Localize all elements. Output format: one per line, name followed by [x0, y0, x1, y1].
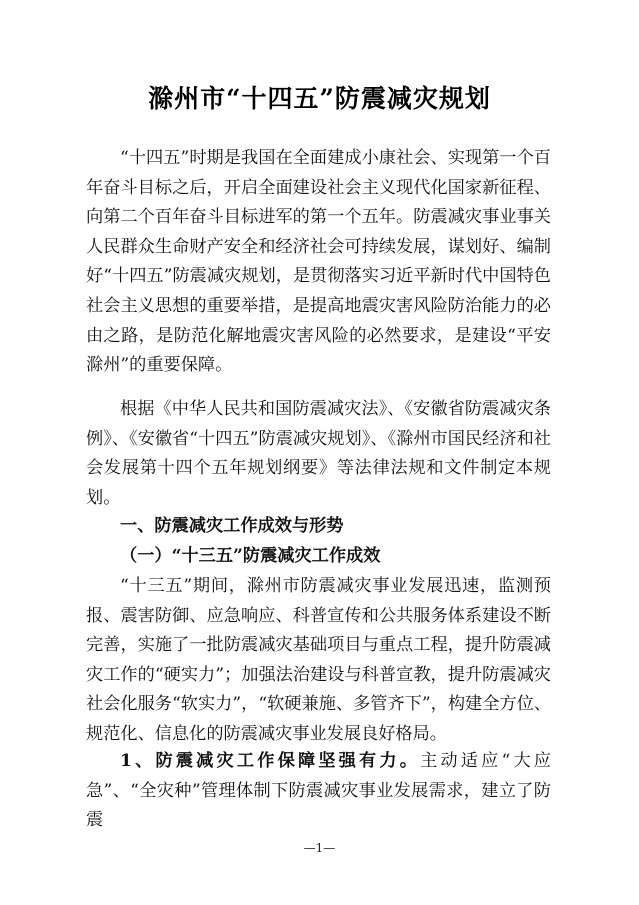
basis-paragraph: 根据《中华人民共和国防震减灾法》、《安徽省防震减灾条例》、《安徽省“十四五”防震减灾规划》、《滁州市国民经济和社会发展第十四个五年规划纲要》等法律法规和文件制定本规划。: [86, 399, 551, 508]
achievements-paragraph: “十三五”期间，滁州市防震减灾事业发展迅速，监测预报、震害防御、应急响应、科普宣传和公共服务体系建设不断完善，实施了一批防震减灾基础项目与重点工程，提升防震减灾工作的“硬实力”；加强法治建设与科普宣教，提升防震减灾社会化服务“软实力”，“软硬兼施、多管齐下”，构建全方位、规范化、信息化的防震减灾事业发展良好格局。: [86, 576, 551, 744]
page-number: —1—: [303, 841, 336, 855]
subsection-heading: （一）“十三五”防震减灾工作成效: [120, 546, 381, 566]
intro-paragraph: “十四五”时期是我国在全面建成小康社会、实现第一个百年奋斗目标之后，开启全面建设社会主义现代化国家新征程、向第二个百年奋斗目标进军的第一个五年。防震减灾事业事关人民群众生命财产安全和经济社会可持续发展，谋划好、编制好“十四五”防震减灾规划，是贯彻落实习近平新时代中国特色社会主义思想的重要举措，是提高地震灾害风险防治能力的必由之路，是防范化解地震灾害风险的必然要求，是建设“平安滁州”的重要保障。: [86, 148, 551, 376]
guarantee-lead: 1、防震减灾工作保障坚强有力。: [120, 751, 421, 771]
section-heading: 一、防震减灾工作成效与形势: [120, 516, 344, 536]
guarantee-body: 主动适应“大应急”、“全灾种”管理体制下防震减灾事业发展需求，建立了防震: [86, 751, 551, 831]
guarantee-paragraph: [86, 747, 551, 836]
document-title: 滁州市“十四五”防震减灾规划: [148, 84, 491, 113]
